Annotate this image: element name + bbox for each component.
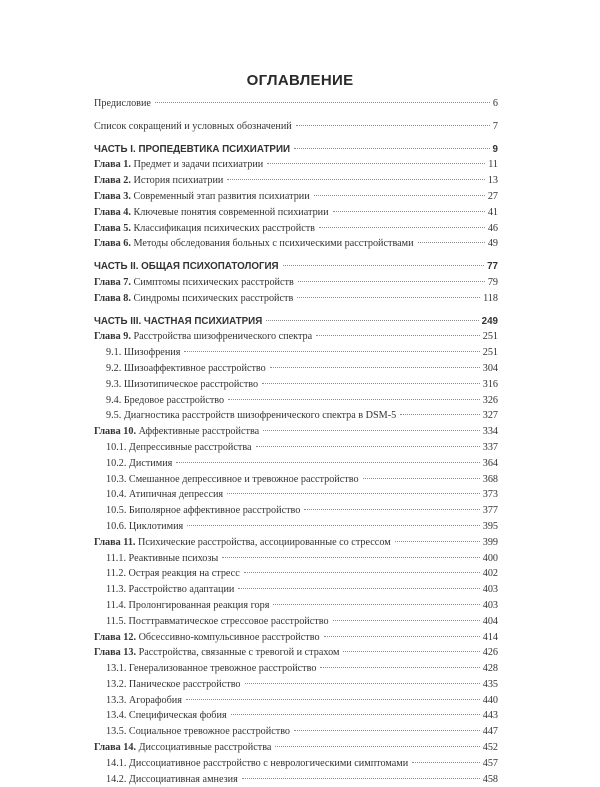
chapter-label: Глава 12.: [94, 631, 137, 643]
entry-text: Классификация психических расстройств: [133, 222, 315, 234]
toc-chapter-entry[interactable]: [94, 630, 498, 646]
chapter-label: Глава 5.: [94, 222, 131, 234]
dot-leader: [298, 281, 485, 282]
toc-chapter-entry[interactable]: [94, 740, 498, 756]
entry-title: [94, 314, 264, 330]
toc-chapter-entry[interactable]: [94, 221, 498, 237]
page-number: 41: [487, 206, 498, 218]
entry-title: [94, 221, 317, 237]
entry-text: Психические расстройства, ассоциированные со стрессом: [138, 536, 391, 548]
toc-chapter-entry[interactable]: [94, 189, 498, 205]
entry-title: [94, 142, 292, 158]
dot-leader: [222, 557, 479, 558]
toc-chapter-entry[interactable]: [94, 291, 498, 307]
dot-leader: [333, 620, 480, 621]
chapter-label: Глава 1.: [94, 159, 131, 171]
dot-leader: [245, 683, 480, 684]
toc-section-entry[interactable]: [94, 772, 498, 787]
toc-section-entry[interactable]: [94, 503, 498, 519]
toc-section-entry[interactable]: [94, 519, 498, 535]
dot-leader: [186, 699, 480, 700]
entry-text: Синдромы психических расстройств: [133, 292, 294, 304]
toc-chapter-entry[interactable]: [94, 157, 498, 173]
entry-title: [94, 205, 331, 221]
entry-text: 13.5. Социальное тревожное расстройство: [106, 726, 291, 738]
page-number: 447: [482, 726, 498, 738]
dot-leader: [304, 509, 479, 510]
toc-chapter-entry[interactable]: [94, 645, 498, 661]
page-number: 402: [482, 568, 498, 580]
entry-text: 11.4. Пролонгированная реакция горя: [106, 599, 270, 611]
entry-title: [94, 157, 265, 173]
page-number: 334: [482, 426, 498, 438]
page-number: 9: [492, 143, 498, 155]
entry-title: [94, 693, 184, 709]
toc-section-entry[interactable]: [94, 708, 498, 724]
page-number: 316: [482, 378, 498, 390]
entry-title: [94, 645, 341, 661]
dot-leader: [266, 320, 478, 321]
toc-section-entry[interactable]: [94, 456, 498, 472]
toc-section-entry[interactable]: [94, 440, 498, 456]
chapter-label: Глава 6.: [94, 238, 131, 250]
entry-title: [94, 96, 153, 112]
page-number: 457: [482, 757, 498, 769]
toc-section-entry[interactable]: [94, 693, 498, 709]
page-number: 426: [482, 647, 498, 659]
entry-title: [94, 614, 331, 630]
dot-leader: [176, 462, 479, 463]
page-number: 403: [482, 599, 498, 611]
dot-leader: [262, 383, 480, 384]
entry-text: Аффективные расстройства: [138, 426, 260, 438]
page-number: 403: [482, 584, 498, 596]
page-number: 249: [481, 315, 498, 327]
entry-text: 9.2. Шизоаффективное расстройство: [106, 362, 266, 374]
entry-title: [94, 393, 226, 409]
entry-text: 9.4. Бредовое расстройство: [106, 394, 225, 406]
dot-leader: [343, 651, 479, 652]
entry-text: Методы обследования больных с психическими расстройствами: [133, 238, 414, 250]
toc-part-heading[interactable]: [94, 142, 498, 158]
dot-leader: [324, 636, 480, 637]
dot-leader: [400, 414, 480, 415]
dot-leader: [363, 478, 480, 479]
toc-chapter-entry[interactable]: [94, 424, 498, 440]
dot-leader: [320, 667, 479, 668]
entry-text: Диссоциативные расстройства: [138, 742, 272, 754]
entry-text: 14.1. Диссоциативное расстройство с неврологическими симптомами: [106, 757, 409, 769]
dot-leader: [314, 195, 485, 196]
page-number: 399: [482, 536, 498, 548]
page-number: 458: [482, 773, 498, 785]
entry-text: 11.5. Посттравматическое стрессовое расстройство: [106, 615, 329, 627]
entry-text: 11.3. Расстройство адаптации: [106, 584, 235, 596]
chapter-label: Глава 2.: [94, 175, 131, 187]
entry-title: [94, 724, 292, 740]
toc-section-entry[interactable]: [94, 661, 498, 677]
toc-section-entry[interactable]: [94, 724, 498, 740]
entry-title: [94, 377, 260, 393]
toc-front-entry[interactable]: [94, 119, 498, 135]
dot-leader: [228, 399, 480, 400]
toc-chapter-entry[interactable]: [94, 535, 498, 551]
toc-section-entry[interactable]: [94, 408, 498, 424]
dot-leader: [294, 730, 480, 731]
toc-title: ОГЛАВЛЕНИЕ: [246, 72, 354, 89]
toc-part-heading[interactable]: [94, 314, 498, 330]
dot-leader: [296, 125, 490, 126]
entry-title: [94, 440, 254, 456]
dot-leader: [395, 541, 480, 542]
page-number: 337: [482, 441, 498, 453]
entry-title: [94, 408, 398, 424]
chapter-label: Глава 11.: [94, 536, 136, 548]
toc-section-entry[interactable]: [94, 677, 498, 693]
page-number: 400: [482, 552, 498, 564]
entry-text: Расстройства шизофренического спектра: [133, 331, 313, 343]
entry-title: [94, 756, 410, 772]
page-number: 118: [483, 292, 498, 304]
toc-section-entry[interactable]: [94, 377, 498, 393]
entry-text: 10.4. Атипичная депрессия: [106, 489, 224, 501]
toc-chapter-entry[interactable]: [94, 236, 498, 252]
entry-text: 9.3. Шизотипическое расстройство: [106, 378, 259, 390]
chapter-label: Глава 14.: [94, 742, 137, 754]
entry-title: [94, 519, 185, 535]
entry-text: 9.5. Диагностика расстройств шизофренического спектра в DSM-5: [106, 410, 397, 422]
dot-leader: [275, 746, 479, 747]
page-number: 7: [492, 120, 498, 132]
dot-leader: [244, 572, 480, 573]
entry-title: [94, 582, 236, 598]
entry-title: [94, 236, 416, 252]
toc-section-entry[interactable]: [94, 393, 498, 409]
toc-section-entry[interactable]: [94, 756, 498, 772]
page-number: 377: [482, 505, 498, 517]
page-number: 443: [482, 710, 498, 722]
dot-leader: [238, 588, 479, 589]
page-number: 46: [487, 222, 498, 234]
entry-title: [94, 259, 281, 275]
toc-section-entry[interactable]: [94, 598, 498, 614]
dot-leader: [227, 179, 484, 180]
dot-leader: [283, 265, 484, 266]
dot-leader: [184, 351, 479, 352]
entry-text: 9.1. Шизофрения: [106, 347, 181, 359]
entry-text: Обсессивно-компульсивное расстройство: [138, 631, 320, 643]
entry-text: 10.5. Биполярное аффективное расстройство: [106, 505, 301, 517]
page-number: 404: [482, 615, 498, 627]
page-number: 6: [492, 98, 498, 109]
entry-text: История психиатрии: [133, 175, 224, 187]
entry-title: [94, 456, 174, 472]
entry-text: ЧАСТЬ I. ПРОПЕДЕВТИКА ПСИХИАТРИИ: [94, 143, 291, 155]
entry-title: [94, 661, 318, 677]
toc-section-entry[interactable]: [94, 614, 498, 630]
entry-title: [94, 291, 295, 307]
dot-leader: [267, 163, 485, 164]
page-number: 452: [482, 742, 498, 754]
dot-leader: [155, 102, 490, 103]
dot-leader: [231, 714, 480, 715]
entry-text: Современный этап развития психиатрии: [133, 190, 310, 202]
entry-title: [94, 772, 240, 787]
page-number: 79: [487, 276, 498, 288]
page-number: 440: [482, 694, 498, 706]
entry-text: 11.1. Реактивные психозы: [106, 552, 219, 564]
chapter-label: Глава 7.: [94, 276, 131, 288]
page-number: 368: [482, 473, 498, 485]
page-number: 27: [487, 190, 498, 202]
dot-leader: [297, 297, 480, 298]
chapter-label: Глава 3.: [94, 190, 131, 202]
toc-section-entry[interactable]: [94, 361, 498, 377]
dot-leader: [316, 335, 480, 336]
entry-text: 14.2. Диссоциативная амнезия: [106, 773, 238, 785]
entry-title: [94, 487, 225, 503]
entry-title: [94, 189, 312, 205]
page-number: 326: [482, 394, 498, 406]
chapter-label: Глава 10.: [94, 426, 137, 438]
page-number: 414: [482, 631, 498, 643]
entry-title: [94, 424, 261, 440]
entry-title: [94, 566, 242, 582]
toc-part-heading[interactable]: [94, 259, 498, 275]
entry-title: [94, 598, 271, 614]
page-number: 373: [482, 489, 498, 501]
entry-title: [94, 535, 393, 551]
chapter-label: Глава 4.: [94, 206, 131, 218]
entry-title: [94, 119, 294, 135]
entry-title: [94, 503, 302, 519]
entry-text: 10.2. Дистимия: [106, 457, 173, 469]
entry-text: ЧАСТЬ III. ЧАСТНАЯ ПСИХИАТРИЯ: [94, 315, 263, 327]
dot-leader: [187, 525, 480, 526]
entry-text: Симптомы психических расстройств: [133, 276, 294, 288]
dot-leader: [270, 367, 480, 368]
page-number: 251: [482, 331, 498, 343]
entry-text: Предисловие: [94, 98, 151, 109]
entry-text: 10.3. Смешанное депрессивное и тревожное расстройство: [106, 473, 359, 485]
toc-chapter-entry[interactable]: [94, 275, 498, 291]
page-number: 77: [487, 261, 498, 273]
chapter-label: Глава 13.: [94, 647, 137, 659]
entry-text: 10.1. Депрессивные расстройства: [106, 441, 252, 453]
toc-section-entry[interactable]: [94, 551, 498, 567]
entry-title: [94, 708, 229, 724]
entry-title: [94, 740, 273, 756]
entry-title: [94, 275, 296, 291]
entry-title: [94, 551, 220, 567]
page-number: 49: [487, 238, 498, 250]
toc-chapter-entry[interactable]: [94, 329, 498, 345]
entry-text: Расстройства, связанные с тревогой и страхом: [138, 647, 340, 659]
dot-leader: [242, 778, 480, 779]
entry-text: 13.2. Паническое расстройство: [106, 678, 241, 690]
entry-text: Список сокращений и условных обозначений: [94, 120, 292, 132]
toc-chapter-entry[interactable]: [94, 205, 498, 221]
dot-leader: [333, 211, 485, 212]
dot-leader: [273, 604, 479, 605]
entry-title: [94, 173, 225, 189]
page-number: 428: [482, 663, 498, 675]
page-number: 395: [482, 520, 498, 532]
page-number: 364: [482, 457, 498, 469]
dot-leader: [319, 227, 485, 228]
entry-text: 10.6. Циклотимия: [106, 520, 184, 532]
dot-leader: [294, 148, 490, 149]
toc-front-entry[interactable]: [94, 96, 498, 112]
entry-title: [94, 677, 243, 693]
toc-section-entry[interactable]: [94, 472, 498, 488]
chapter-label: Глава 9.: [94, 331, 131, 343]
dot-leader: [412, 762, 480, 763]
dot-leader: [227, 493, 480, 494]
dot-leader: [256, 446, 480, 447]
page-number: 435: [482, 678, 498, 690]
dot-leader: [418, 242, 485, 243]
entry-title: [94, 472, 361, 488]
entry-text: 11.2. Острая реакция на стресс: [106, 568, 240, 580]
entry-title: [94, 361, 268, 377]
entry-title: [94, 630, 322, 646]
entry-title: [94, 329, 314, 345]
page-number: 251: [482, 347, 498, 359]
entry-text: Ключевые понятия современной психиатрии: [133, 206, 329, 218]
entry-text: 13.1. Генерализованное тревожное расстройство: [106, 663, 317, 675]
toc-section-entry[interactable]: [94, 345, 498, 361]
entry-title: [94, 345, 182, 361]
entry-text: Предмет и задачи психиатрии: [133, 159, 264, 171]
page-number: 304: [482, 362, 498, 374]
chapter-label: Глава 8.: [94, 292, 131, 304]
toc-section-entry[interactable]: [94, 566, 498, 582]
entry-text: ЧАСТЬ II. ОБЩАЯ ПСИХОПАТОЛОГИЯ: [94, 261, 279, 273]
entry-text: 13.3. Агорафобия: [106, 694, 182, 706]
page-number: 11: [488, 159, 498, 171]
toc-section-entry[interactable]: [94, 487, 498, 503]
toc-section-entry[interactable]: [94, 582, 498, 598]
page-number: 327: [482, 410, 498, 422]
toc-chapter-entry[interactable]: [94, 173, 498, 189]
entry-text: 13.4. Специфическая фобия: [106, 710, 227, 722]
dot-leader: [263, 430, 480, 431]
page-number: 13: [487, 175, 498, 187]
table-of-contents: [94, 96, 498, 787]
